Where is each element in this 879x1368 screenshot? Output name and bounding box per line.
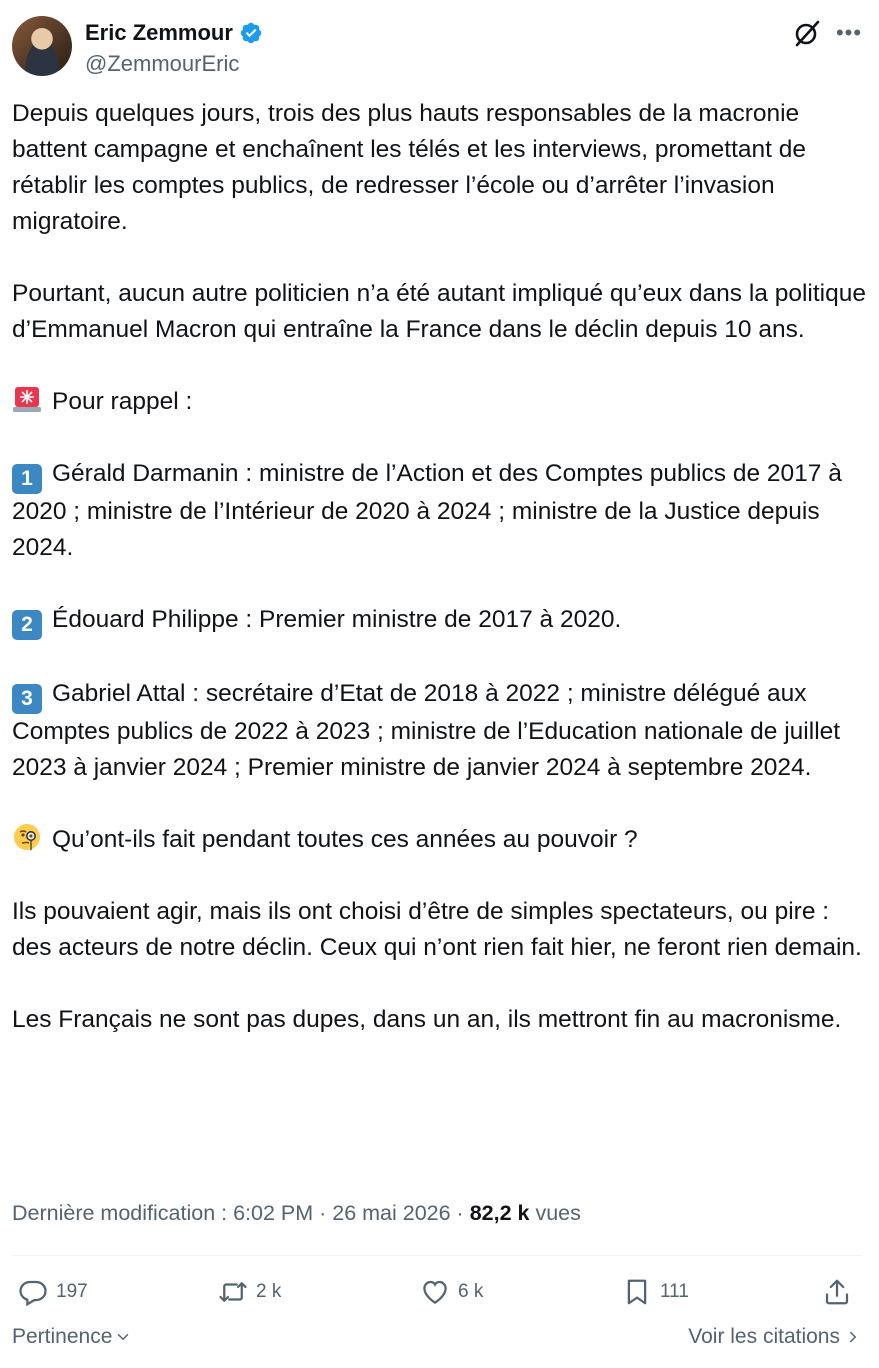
keycap-1-emoji-icon: 1 [12,464,42,494]
paragraph-text: Les Français ne sont pas dupes, dans un an, ils mettront fin au macronisme. [12,1006,842,1033]
tweet-paragraph [12,384,867,420]
chevron-right-icon [844,1328,862,1346]
bookmark-button[interactable] [622,1274,689,1310]
paragraph-text: Gabriel Attal : secrétaire d’Etat de 2018 à 2022 ; ministre délégué aux Comptes publics de 2022 à 2023 ; ministre de l’Education nationale de juillet 2023 à janvier 2024 ; Premier ministre de janvier 2024 à septembre 2024. [12,680,841,781]
paragraph-text: Qu’ont-ils fait pendant toutes ces années au pouvoir ? [52,826,638,853]
tweet-paragraph [12,1002,867,1038]
paragraph-gap [12,640,867,676]
paragraph-gap [12,566,867,602]
paragraph-gap [12,786,867,822]
avatar[interactable] [12,16,72,76]
repost-icon [218,1277,248,1307]
reply-icon [18,1277,48,1307]
tweet-paragraph [12,676,867,786]
bookmark-icon [622,1277,652,1307]
verified-badge-icon [239,21,263,45]
replies-footer [12,1325,862,1355]
like-count: 6 k [458,1281,484,1302]
keycap-3-emoji-icon: 3 [12,684,42,714]
timestamp[interactable]: Dernière modification : 6:02 PM · 26 mai 2026 · [12,1201,470,1225]
keycap-2-emoji-icon: 2 [12,610,42,640]
quotes-label: Voir les citations [688,1325,840,1348]
grok-icon[interactable] [792,18,822,48]
paragraph-gap [12,348,867,384]
paragraph-text: Depuis quelques jours, trois des plus hauts responsables de la macronie battent campagne et enchaînent les télés et les interviews, promettant de rétablir les comptes publics, de redresser l’école ou d’arrêter l’invasion migratoire. [12,100,807,235]
bookmark-count: 111 [660,1281,689,1302]
tweet-paragraph [12,602,867,640]
share-button[interactable] [822,1274,852,1310]
tweet-text [12,96,867,1038]
paragraph-text: Ils pouvaient agir, mais ils ont choisi d’être de simples spectateurs, ou pire : des acteurs de notre déclin. Ceux qui n’ont rien fait hier, ne feront rien demain. [12,898,862,961]
tweet-paragraph [12,456,867,566]
paragraph-text: Édouard Philippe : Premier ministre de 2017 à 2020. [52,606,622,633]
repost-count: 2 k [256,1281,282,1302]
tweet-paragraph [12,96,867,240]
paragraph-gap [12,966,867,1002]
views-label: vues [529,1201,581,1225]
face-with-monocle-emoji-icon [12,822,42,852]
author-block [85,19,263,77]
author-name-row [85,19,263,47]
tweet-paragraph [12,276,867,348]
paragraph-gap [12,858,867,894]
view-quotes-link[interactable] [688,1325,862,1349]
views-count: 82,2 k [469,1201,530,1225]
author-handle[interactable]: @ZemmourEric [85,51,240,76]
heart-icon [420,1277,450,1307]
siren-emoji-icon [12,384,42,414]
share-icon [822,1277,852,1307]
sort-label: Pertinence [12,1325,113,1348]
more-icon[interactable]: ••• [835,20,863,45]
paragraph-text: Gérald Darmanin : ministre de l’Action et des Comptes publics de 2017 à 2020 ; ministre de l’Intérieur de 2020 à 2024 ; ministre de la Justice depuis 2024. [12,460,842,561]
paragraph-text: Pour rappel : [52,388,193,415]
repost-button[interactable] [218,1274,281,1310]
tweet-meta [12,1201,581,1226]
reply-button[interactable] [18,1274,88,1310]
like-button[interactable] [420,1274,483,1310]
tweet-header [12,16,867,78]
paragraph-gap [12,420,867,456]
tweet-paragraph [12,822,867,858]
tweet-paragraph [12,894,867,966]
paragraph-text: Pourtant, aucun autre politicien n’a été autant impliqué qu’eux dans la politique d’Emmanuel Macron qui entraîne la France dans le déclin depuis 10 ans. [12,280,866,343]
divider [12,1255,862,1256]
reply-count: 197 [56,1281,88,1302]
chevron-down-icon [114,1328,132,1346]
paragraph-gap [12,240,867,276]
author-name[interactable]: Eric Zemmour [85,20,233,45]
action-bar [12,1274,862,1314]
sort-dropdown[interactable] [12,1325,132,1349]
